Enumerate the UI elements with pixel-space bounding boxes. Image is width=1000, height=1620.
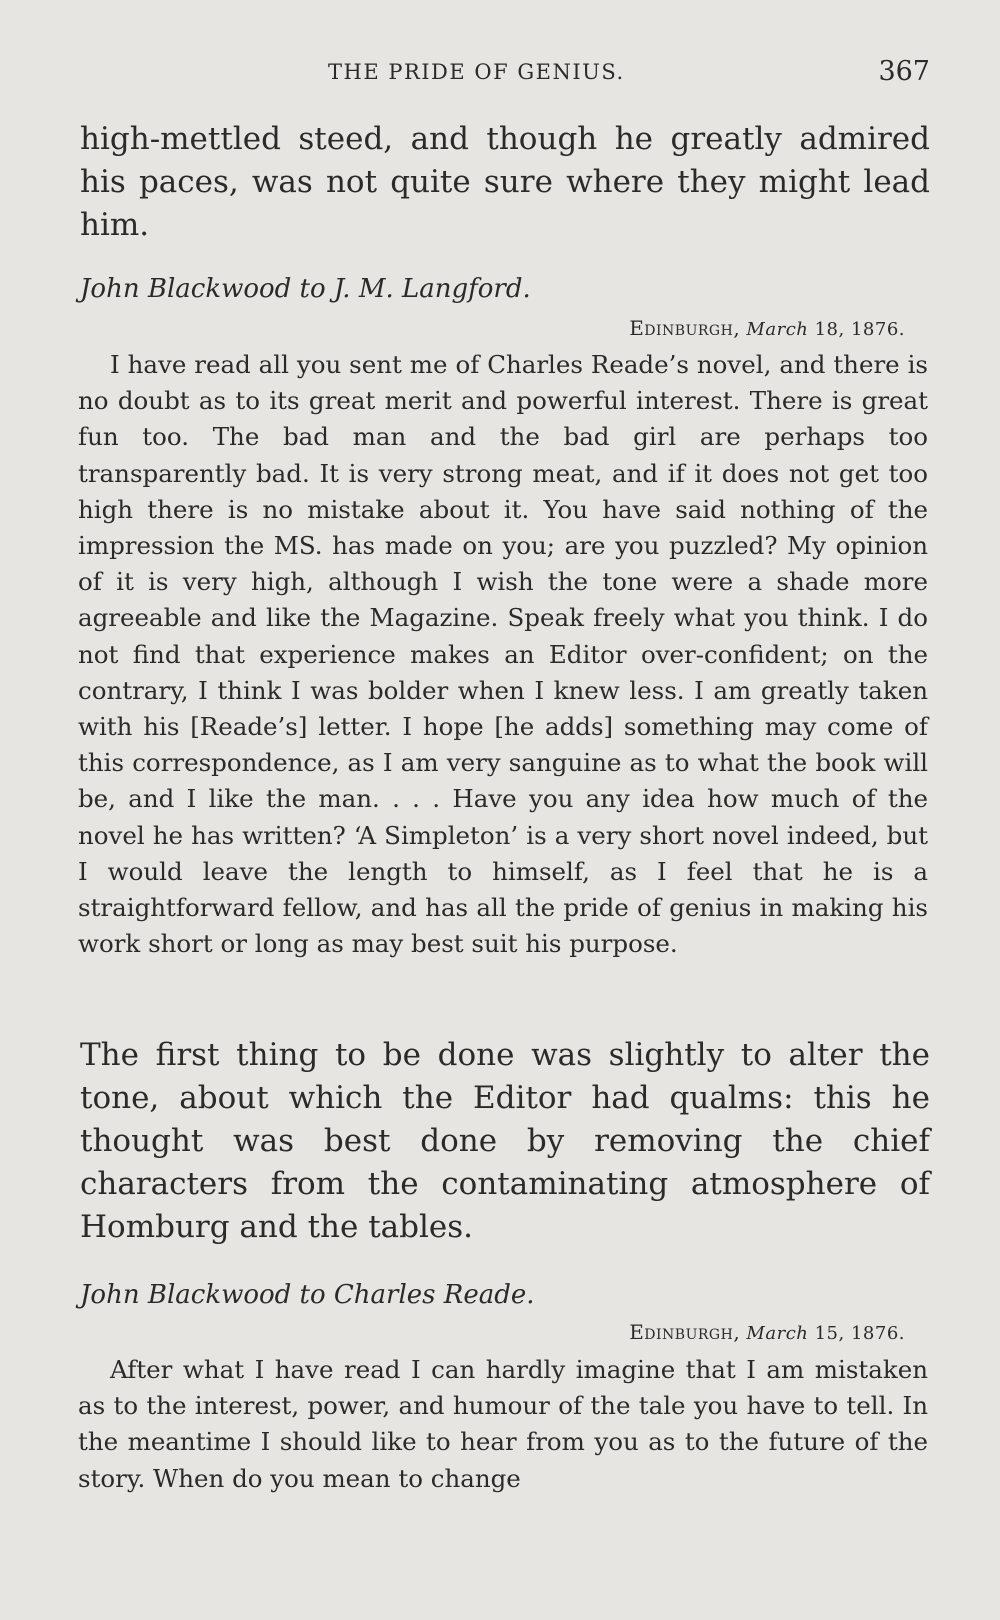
- letter-heading: John Blackwood to J. M. Langford.: [80, 274, 531, 304]
- letter-body: I have read all you sent me of Charles Reade’s novel, and there is no doubt as to its great merit and powerful interest. There is great fun too. The bad man and the bad girl are perhaps too transparently bad. It is very strong meat, and if it does not get too high there is no mistake about it. You have said nothing of the impression the MS. has made on you; are you puzzled? My opinion of it is very high, although I wish the tone were a shade more agreeable and like the Magazine. Speak freely what you think. I do not find that experience makes an Editor over-confident; on the contrary, I think I was bolder when I knew less. I am greatly taken with his [Reade’s] letter. I hope [he adds] something may come of this correspondence, as I am very sanguine as to what the book will be, and I like the man. . . . Have you any idea how much of the novel he has written? ‘A Simpleton’ is a very short novel indeed, but I would leave the length to himself, as I feel that he is a straightforward fellow, and has all the pride of genius in making his work short or long as may best suit his purpose.: [78, 350, 928, 959]
- intro-paragraph: high-mettled steed, and though he greatly admired his paces, was not quite sure where they might lead him.: [80, 121, 930, 243]
- running-head: [80, 56, 930, 96]
- dateline-month: March: [746, 1323, 809, 1344]
- dateline-city: Edinburgh,: [629, 1320, 741, 1344]
- running-title: THE PRIDE OF GENIUS.: [328, 60, 625, 84]
- narrative-paragraph: The first thing to be done was slightly to alter the tone, about which the Editor had qualms: this he thought was best done by removing the chief characters from the contaminating atmosphere of Homburg and the tables.: [80, 1037, 930, 1245]
- letter-heading: John Blackwood to Charles Reade.: [80, 1280, 535, 1310]
- dateline-day-year: 15, 1876.: [814, 1323, 905, 1344]
- letter-dateline: [629, 1320, 905, 1344]
- letter-dateline: [629, 316, 905, 340]
- letter-body: After what I have read I can hardly imagine that I am mistaken as to the interest, power, and humour of the tale you have to tell. In the meantime I should like to hear from you as to the future of the story. When do you mean to change: [78, 1355, 928, 1493]
- dateline-day-year: 18, 1876.: [814, 319, 905, 340]
- page-number: 367: [878, 56, 930, 87]
- dateline-month: March: [746, 319, 809, 340]
- dateline-city: Edinburgh,: [629, 316, 741, 340]
